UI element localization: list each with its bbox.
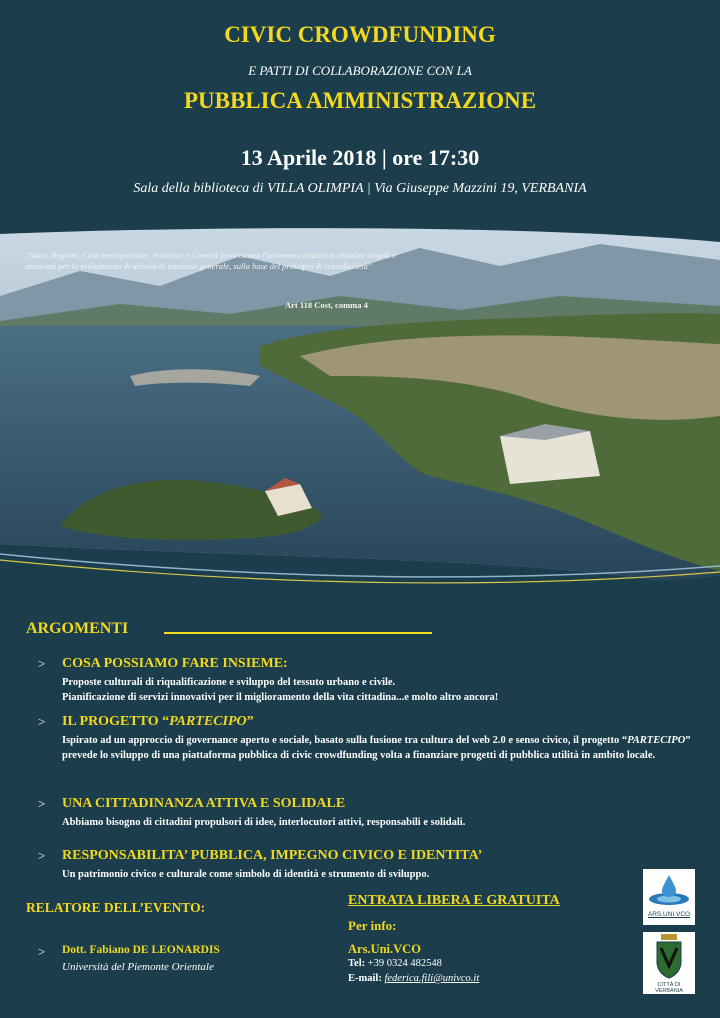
phone-number: +39 0324 482548 <box>367 958 442 969</box>
ars-logo-label: ARS.UNI.VCO <box>647 911 691 918</box>
event-title: CIVIC CROWDFUNDING <box>224 22 496 47</box>
bullet-arrow-icon: > <box>38 714 46 729</box>
organizer-name: Ars.Uni.VCO <box>348 942 421 956</box>
event-venue: Sala della biblioteca di VILLA OLIMPIA | Via Giuseppe Mazzini 19, VERBANIA <box>133 181 587 196</box>
email-link[interactable]: federica.fili@univco.it <box>384 973 480 984</box>
constitution-quote: "Stato, Regioni, Città metropolitane, Province e Comuni favoriscono l'autonoma iniziativa cittadini singoli e associati per lo svolgimento di attività di interesse generale, sulla base del principio di sussidiarietà" <box>26 250 396 271</box>
lake-landscape-image <box>0 226 720 616</box>
topic-title: COSA POSSIAMO FARE INSIEME: <box>62 656 288 671</box>
phone-line: Tel: +39 0324 482548 <box>348 958 442 969</box>
email-line: E-mail: federica.fili@univco.it <box>348 973 480 984</box>
info-heading: Per info: <box>348 918 397 933</box>
section-heading-argomenti: ARGOMENTI <box>26 620 129 637</box>
citta-logo-label: CITTÀ DI VERBANIA <box>655 982 683 994</box>
topic-title: RESPONSABILITA’ PUBBLICA, IMPEGNO CIVICO E IDENTITA’ <box>62 848 483 863</box>
event-subtitle: E PATTI DI COLLABORAZIONE CON LA <box>248 63 472 78</box>
topic-body: Ispirato ad un approccio di governance aperto e sociale, basato sulla fusione tra cultura del web 2.0 e senso civico, il progetto “PARTECIPO” prevede lo sviluppo di una piattaforma pubblica di civic crowdfunding volta a finanziare progetti di pubblica utilità in ambito locale. <box>62 735 691 762</box>
bullet-arrow-icon: > <box>38 656 46 671</box>
water-drop-icon <box>643 869 695 913</box>
topic-title: UNA CITTADINANZA ATTIVA E SOLIDALE <box>62 796 346 811</box>
event-title-2: PUBBLICA AMMINISTRAZIONE <box>183 88 537 113</box>
topic-title: IL PROGETTO “PARTECIPO” <box>62 714 254 729</box>
topic-body: Un patrimonio civico e culturale come simbolo di identità e strumento di sviluppo. <box>62 869 430 880</box>
topic-body: Proposte culturali di riqualificazione e sviluppo del tessuto urbano e civile. Pianificazione di servizi innovativi per il miglioramento della vita cittadina...e molto altro ancora! <box>62 677 499 704</box>
event-date: 13 Aprile 2018 | ore 17:30 <box>240 145 480 170</box>
citta-verbania-logo <box>643 932 695 994</box>
heading-underline <box>164 632 432 634</box>
bullet-arrow-icon: > <box>38 848 46 863</box>
speaker-name: Dott. Fabiano DE LEONARDIS <box>62 944 220 956</box>
bullet-arrow-icon: > <box>38 796 46 811</box>
speaker-affiliation: Università del Piemonte Orientale <box>62 961 214 973</box>
bullet-arrow-icon: > <box>38 944 46 959</box>
speaker-heading: RELATORE DELL’EVENTO: <box>26 900 206 915</box>
ars-univco-logo <box>643 869 695 925</box>
free-entry-label: ENTRATA LIBERA E GRATUITA <box>348 893 560 908</box>
quote-citation: Art 118 Cost, comma 4 <box>285 300 368 310</box>
topic-body: Abbiamo bisogno di cittadini propulsori di idee, interlocutori attivi, responsabili e solidali. <box>62 817 466 828</box>
coat-of-arms-icon <box>643 932 695 982</box>
